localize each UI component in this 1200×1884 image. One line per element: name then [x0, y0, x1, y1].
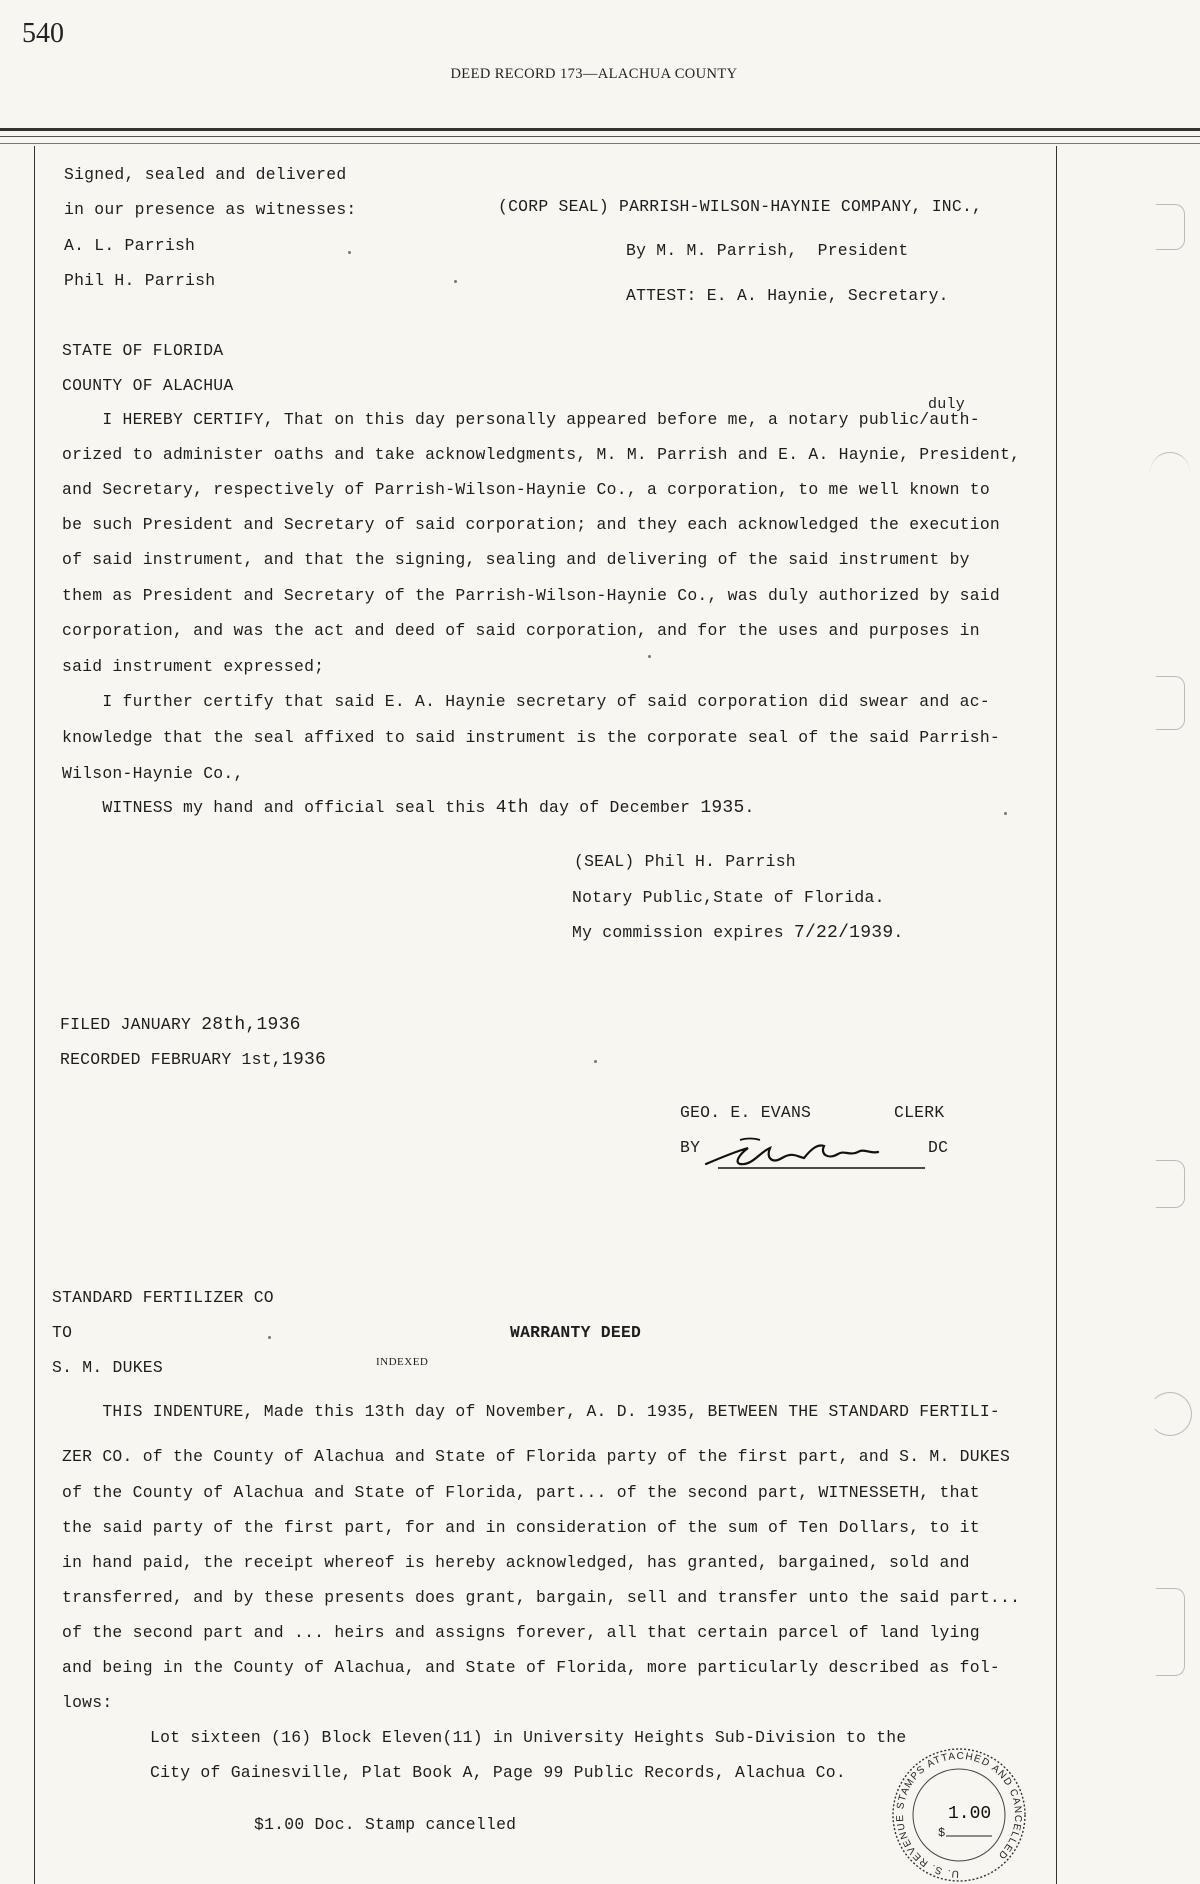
recorded-label: RECORDED FEBRUARY 1st,	[60, 1050, 282, 1069]
certificate-line: and Secretary, respectively of Parrish-Wilson-Haynie Co., a corporation, to me well known to	[62, 480, 990, 499]
deed-body-line: ZER CO. of the County of Alachua and State of Florida party of the first part, and S. M. DUKES	[62, 1447, 1011, 1466]
grantor: STANDARD FERTILIZER CO	[52, 1288, 274, 1307]
revenue-stamp-amount: 1.00	[948, 1804, 992, 1824]
clerk-name: GEO. E. EVANS	[680, 1103, 812, 1122]
lot-description: Lot sixteen (16) Block Eleven(11) in University Heights Sub-Division to the	[150, 1728, 907, 1747]
certificate-line: of said instrument, and that the signing, sealing and delivering of the said instrument by	[62, 550, 970, 569]
by-label: BY	[680, 1138, 701, 1157]
scan-speck	[348, 251, 351, 254]
certificate-line: knowledge that the seal affixed to said instrument is the corporate seal of the said Parrish-	[62, 728, 1000, 747]
binder-hole	[1148, 1392, 1192, 1436]
binder-hole	[1156, 204, 1185, 250]
witness-end: .	[744, 798, 755, 817]
header-rule	[0, 143, 1200, 144]
county-heading: COUNTY OF ALACHUA	[62, 376, 234, 395]
deed-body-line: transferred, and by these presents does grant, bargain, sell and transfer unto the said part...	[62, 1588, 1021, 1607]
notary-title: Notary Public,State of Florida.	[572, 888, 885, 907]
clerk-signature	[700, 1128, 930, 1180]
witness-intro: in our presence as witnesses:	[64, 200, 357, 219]
deed-body-line: and being in the County of Alachua, and State of Florida, more particularly described as fol-	[62, 1658, 1000, 1677]
scan-speck	[268, 1336, 271, 1339]
certificate-line: I further certify that said E. A. Haynie secretary of said corporation did swear and ac-	[62, 692, 990, 711]
witness-name: Phil H. Parrish	[64, 271, 216, 290]
book-header: DEED RECORD 173—ALACHUA COUNTY	[450, 66, 738, 82]
president-line: By M. M. Parrish, President	[626, 241, 909, 260]
header-rule	[0, 136, 1200, 137]
page-number: 540	[22, 18, 64, 49]
deed-body-line: of the second part and ... heirs and assigns forever, all that certain parcel of land lying	[62, 1623, 980, 1642]
handwritten-insert: duly	[928, 396, 966, 413]
binder-hole	[1150, 452, 1190, 493]
recorded-line	[60, 1050, 326, 1070]
witness-intro: Signed, sealed and delivered	[64, 165, 347, 184]
commission-end: .	[893, 923, 904, 942]
witness-hand-text: WITNESS my hand and official seal this	[62, 798, 496, 817]
indexed-stamp: INDEXED	[376, 1356, 429, 1368]
witness-name: A. L. Parrish	[64, 236, 196, 255]
binder-hole	[1156, 676, 1185, 730]
scan-speck	[454, 280, 457, 283]
scan-speck	[1004, 812, 1007, 815]
witness-month: day of December	[528, 798, 701, 817]
clerk-title: CLERK	[894, 1103, 945, 1122]
deed-body-line: THIS INDENTURE, Made this 13th day of November, A. D. 1935, BETWEEN THE STANDARD FERTILI-	[62, 1402, 1000, 1421]
certificate-line: I HEREBY CERTIFY, That on this day personally appeared before me, a notary public/auth-	[62, 410, 980, 429]
recorded-year: 1936	[281, 1050, 327, 1070]
page-frame-left	[34, 146, 35, 1884]
commission-date: 7/22/1939	[793, 923, 894, 943]
witness-year: 1935	[700, 798, 745, 818]
binder-hole	[1156, 1588, 1185, 1676]
deed-body-line: the said party of the first part, for and in consideration of the sum of Ten Dollars, to it	[62, 1518, 980, 1537]
deed-body-line: in hand paid, the receipt whereof is hereby acknowledged, has granted, bargained, sold and	[62, 1553, 970, 1572]
filed-label: FILED JANUARY	[60, 1015, 202, 1034]
revenue-stamp-ring-text: U. S. REVENUE STAMPS ATTACHED AND CANCELLED	[894, 1750, 1024, 1880]
doc-stamp-note: $1.00 Doc. Stamp cancelled	[254, 1815, 517, 1834]
lot-description: City of Gainesville, Plat Book A, Page 99 Public Records, Alachua Co.	[150, 1763, 846, 1782]
attest-line: ATTEST: E. A. Haynie, Secretary.	[626, 286, 949, 305]
grantee: S. M. DUKES	[52, 1358, 163, 1377]
notary-seal-line: (SEAL) Phil H. Parrish	[574, 852, 796, 871]
certificate-line: them as President and Secretary of the Parrish-Wilson-Haynie Co., was duly authorized by said	[62, 586, 1000, 605]
dc-label: DC	[928, 1138, 949, 1157]
filed-date: 28th,1936	[201, 1015, 301, 1035]
deed-body-line: of the County of Alachua and State of Florida, part... of the second part, WITNESSETH, that	[62, 1483, 980, 1502]
corp-seal-line: (CORP SEAL) PARRISH-WILSON-HAYNIE COMPANY, INC.,	[498, 197, 983, 216]
deed-body-line: lows:	[62, 1693, 113, 1712]
revenue-stamp-dollar: $	[938, 1826, 946, 1840]
commission-text: My commission expires	[572, 923, 794, 942]
certificate-line: corporation, and was the act and deed of said corporation, and for the uses and purposes in	[62, 621, 980, 640]
witness-hand-line	[62, 798, 755, 818]
certificate-line: Wilson-Haynie Co.,	[62, 764, 244, 783]
certificate-line: said instrument expressed;	[62, 657, 325, 676]
header-rule	[0, 128, 1200, 131]
scan-speck	[648, 655, 651, 658]
to-label: TO	[52, 1323, 73, 1342]
certificate-line: be such President and Secretary of said corporation; and they each acknowledged the execution	[62, 515, 1000, 534]
state-heading: STATE OF FLORIDA	[62, 341, 224, 360]
notary-commission	[572, 923, 903, 943]
page-frame-right	[1056, 146, 1057, 1884]
deed-title: WARRANTY DEED	[510, 1323, 642, 1342]
revenue-stamp	[884, 1746, 1034, 1884]
witness-day: 4th	[495, 798, 529, 818]
filed-line	[60, 1015, 301, 1035]
binder-hole	[1156, 1160, 1185, 1208]
certificate-line: orized to administer oaths and take acknowledgments, M. M. Parrish and E. A. Haynie, President,	[62, 445, 1021, 464]
scan-speck	[594, 1060, 597, 1063]
